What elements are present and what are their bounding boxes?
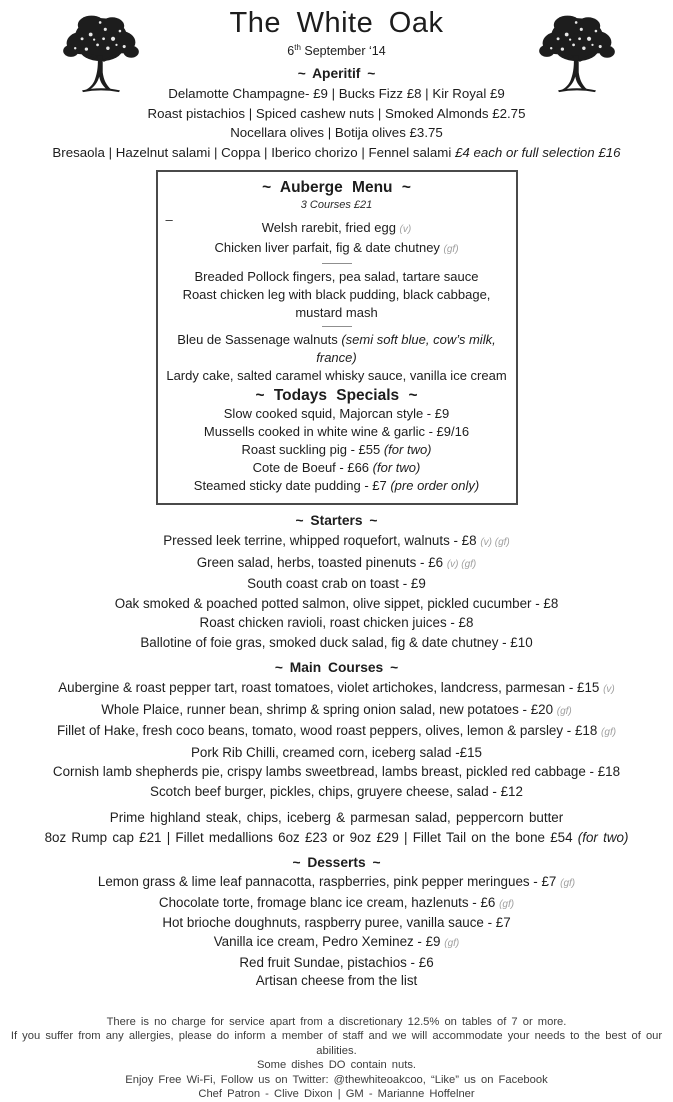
item-text: Pressed leek terrine, whipped roquefort, walnuts - £8 <box>163 533 481 549</box>
menu-item <box>161 459 513 477</box>
menu-item <box>0 700 673 722</box>
menu-item <box>161 239 513 259</box>
auberge-menu-box <box>156 170 518 505</box>
menu-item <box>0 531 673 553</box>
item-text: Bleu de Sassenage walnuts <box>177 332 342 348</box>
menu-item: Slow cooked squid, Majorcan style - £9 <box>223 406 450 422</box>
service-charge-note: There is no charge for service apart from a discretionary 12.5% on tables of 7 or more. <box>106 1015 567 1028</box>
item-detail: (for two) <box>577 829 629 845</box>
aperitif-heading: ~ Aperitif ~ <box>297 66 376 82</box>
diet-note: (gf) <box>556 705 572 717</box>
main-courses-heading: ~ Main Courses ~ <box>274 660 399 676</box>
diet-note: (v) <box>603 684 615 696</box>
specials-heading: ~ Todays Specials ~ <box>255 387 418 405</box>
oak-tree-right-image <box>534 10 620 102</box>
menu-item <box>0 143 673 163</box>
diet-note: (v) <box>399 224 412 236</box>
item-text: Roast suckling pig - £55 <box>241 442 384 458</box>
item-text: 8oz Rump cap £21 | Fillet medallions 6oz £23 or 9oz £29 | Fillet Tail on the bone £54 <box>44 829 578 845</box>
menu-item <box>161 331 513 367</box>
item-text: Green salad, herbs, toasted pinenuts - £6 <box>196 554 447 570</box>
footer <box>0 1015 673 1102</box>
date-day: 6 <box>287 44 295 59</box>
item-detail: (pre order only) <box>390 478 480 494</box>
diet-note: (gf) <box>443 244 459 256</box>
menu-item: Roast pistachios | Spiced cashew nuts | Smoked Almonds £2.75 <box>147 105 526 121</box>
menu-item: Mussells cooked in white wine & garlic - £9/16 <box>203 424 470 440</box>
diet-note: (v) (gf) <box>446 558 477 570</box>
item-text: Vanilla ice cream, Pedro Xeminez - £9 <box>213 933 445 949</box>
menu-item <box>161 477 513 495</box>
menu-item: Cornish lamb shepherds pie, crispy lambs sweetbread, lambs breast, pickled red cabbage - £18 <box>52 764 621 780</box>
menu-item: Ballotine of foie gras, smoked duck salad, fig & date chutney - £10 <box>140 634 533 650</box>
starters-heading: ~ Starters ~ <box>295 513 378 529</box>
item-text: Aubergine & roast pepper tart, roast tomatoes, violet artichokes, landcress, parmesan - £15 <box>58 680 604 696</box>
date-rest: September ‘14 <box>300 44 386 59</box>
nuts-note: Some dishes DO contain nuts. <box>256 1059 417 1072</box>
menu-item <box>0 553 673 575</box>
date-ordinal: th <box>294 43 301 52</box>
menu-item <box>161 219 513 239</box>
item-detail: (semi soft blue, cow’s milk, france) <box>316 332 496 366</box>
menu-item: Breaded Pollock fingers, pea salad, tartare sauce <box>194 269 479 285</box>
menu-item: Roast chicken ravioli, roast chicken juices - £8 <box>199 615 474 631</box>
menu-item <box>0 721 673 743</box>
item-text: Welsh rarebit, fried egg <box>261 220 400 236</box>
auberge-heading: ~ Auberge Menu ~ <box>262 179 411 197</box>
menu-item: Delamotte Champagne- £9 | Bucks Fizz £8 | Kir Royal £9 <box>168 86 505 102</box>
menu-item <box>0 873 673 894</box>
diet-note: (gf) <box>444 937 460 949</box>
menu-item <box>0 933 673 954</box>
item-detail: (for two) <box>383 442 432 458</box>
menu-item <box>0 894 673 915</box>
menu-item: Prime highland steak, chips, iceberg & parmesan salad, peppercorn butter <box>109 810 564 826</box>
item-text: Cote de Boeuf - £66 <box>252 460 373 476</box>
steak-section <box>0 808 673 847</box>
menu-item: Oak smoked & poached potted salmon, olive sippet, pickled cucumber - £8 <box>114 595 559 611</box>
menu-item: Artisan cheese from the list <box>255 973 418 989</box>
item-text: Steamed sticky date pudding - £7 <box>193 478 391 494</box>
page-title: The White Oak <box>229 7 444 39</box>
desserts-section <box>0 855 673 991</box>
menu-item: South coast crab on toast - £9 <box>247 576 426 592</box>
diet-note: (gf) <box>499 898 515 910</box>
menu-item: Nocellara olives | Botija olives £3.75 <box>230 125 443 141</box>
item-text: Whole Plaice, runner bean, shrimp & spring onion salad, new potatoes - £20 <box>101 701 557 717</box>
item-price-note: £4 each or full selection £16 <box>454 144 621 160</box>
menu-item: Red fruit Sundae, pistachios - £6 <box>239 954 434 970</box>
course-divider <box>322 326 352 327</box>
desserts-heading: ~ Desserts ~ <box>292 855 381 871</box>
staff-credits: Chef Patron - Clive Dixon | GM - Marianne Hoffelner <box>198 1088 475 1101</box>
diet-note: (v) (gf) <box>480 537 510 549</box>
course-divider <box>322 263 352 264</box>
diet-note: (gf) <box>560 878 576 890</box>
menu-item: Scotch beef burger, pickles, chips, gruyere cheese, salad - £12 <box>150 783 523 799</box>
auberge-price: 3 Courses £21 <box>300 199 373 212</box>
menu-item <box>161 441 513 459</box>
allergy-note: If you suffer from any allergies, please do inform a member of staff and we will accommodate your needs to the best of our abilities. <box>10 1030 663 1057</box>
item-text: Lemon grass & lime leaf pannacotta, raspberries, pink pepper meringues - £7 <box>97 874 561 890</box>
margin-dash: – <box>165 212 173 228</box>
item-text: Fillet of Hake, fresh coco beans, tomato, wood roast peppers, olives, lemon & parsley - £18 <box>56 723 602 739</box>
oak-tree-left-image <box>58 10 144 102</box>
menu-item: Hot brioche doughnuts, raspberry puree, vanilla sauce - £7 <box>162 915 511 931</box>
menu-item: Lardy cake, salted caramel whisky sauce, vanilla ice cream <box>166 368 507 384</box>
social-note: Enjoy Free Wi-Fi, Follow us on Twitter: @thewhiteoakcoo, “Like” us on Facebook <box>125 1073 548 1086</box>
item-text: Chocolate torte, fromage blanc ice cream, hazlenuts - £6 <box>158 894 500 910</box>
item-text: Chicken liver parfait, fig & date chutney <box>214 240 444 256</box>
item-text: Bresaola | Hazelnut salami | Coppa | Iberico chorizo | Fennel salami <box>52 144 455 160</box>
menu-item <box>0 828 673 848</box>
menu-item: Roast chicken leg with black pudding, black cabbage, mustard mash <box>182 287 491 321</box>
menu-item <box>0 678 673 700</box>
item-detail: (for two) <box>372 460 421 476</box>
diet-note: (gf) <box>601 727 617 739</box>
menu-item: Pork Rib Chilli, creamed corn, iceberg salad -£15 <box>190 744 482 760</box>
